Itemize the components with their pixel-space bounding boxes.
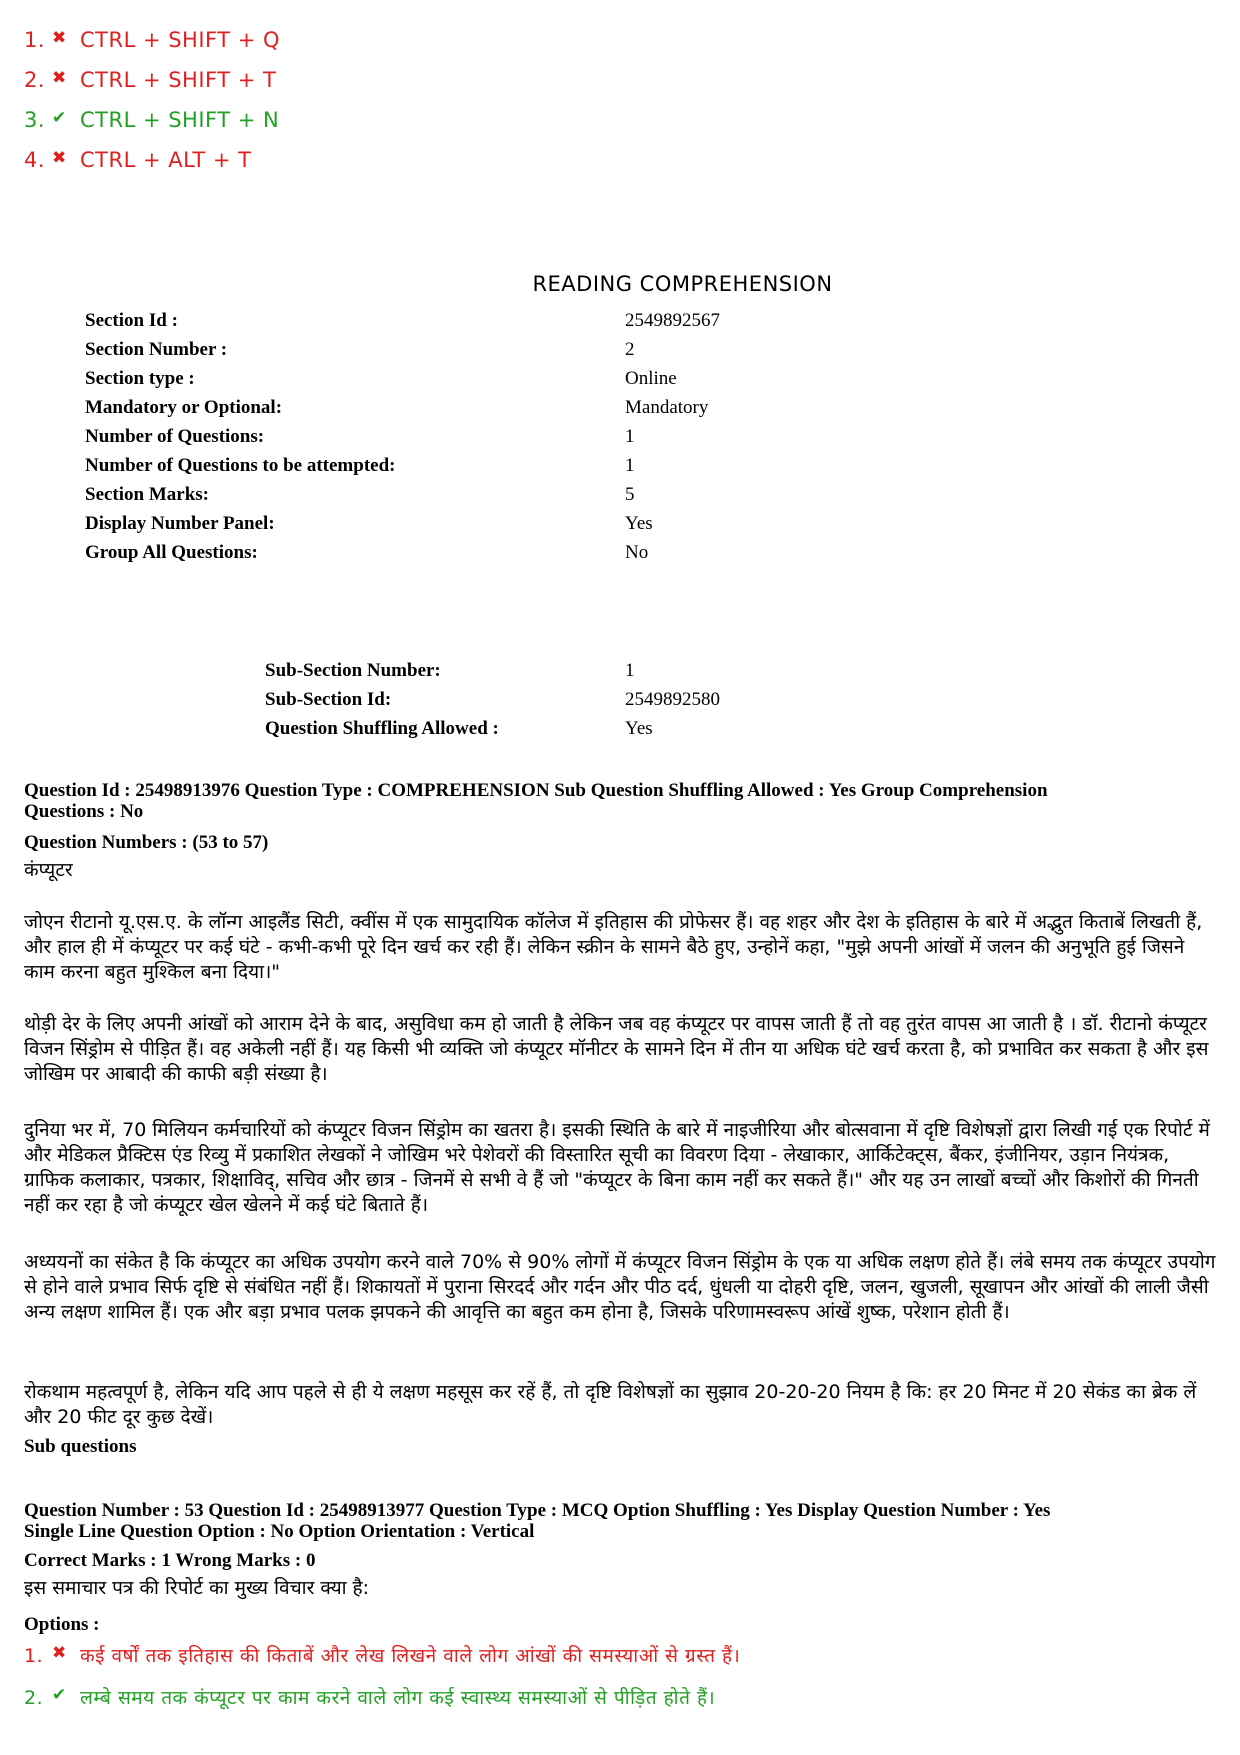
options-label: Options : bbox=[24, 1614, 100, 1635]
group-all-value: No bbox=[625, 542, 649, 563]
prev-option-3: 3. ✔ CTRL + SHIFT + N bbox=[24, 108, 280, 132]
prev-option-1: 1. ✖ CTRL + SHIFT + Q bbox=[24, 28, 281, 52]
option-2: 2. ✔ लम्बे समय तक कंप्यूटर पर काम करने वाले लोग कई स्वास्थ्य समस्याओं से पीड़ित होते हैं। bbox=[24, 1685, 716, 1709]
sub-question-text: इस समाचार पत्र की रिपोर्ट का मुख्य विचार क्या है: bbox=[24, 1577, 370, 1599]
num-questions-value: 1 bbox=[625, 426, 635, 447]
sub-question-header: Question Number : 53 Question Id : 25498913977 Question Type : MCQ Option Shuffling : Yes Display Question Number : Yes Single Line Question Option : No Option Orientation : Vertical bbox=[24, 1500, 1051, 1542]
subsection-number-value: 1 bbox=[625, 660, 635, 681]
section-title: READING COMPREHENSION bbox=[532, 272, 833, 296]
subsection-number-label: Sub-Section Number: bbox=[265, 660, 441, 681]
option-1: 1. ✖ कई वर्षों तक इतिहास की किताबें और लेख लिखने वाले लोग आंखों की समस्याओं से ग्रस्त हैं। bbox=[24, 1643, 741, 1667]
display-panel-label: Display Number Panel: bbox=[85, 513, 275, 534]
shuffling-label: Question Shuffling Allowed : bbox=[265, 718, 499, 739]
check-icon: ✔ bbox=[52, 108, 67, 128]
passage-paragraph-2: थोड़ी देर के लिए अपनी आंखों को आराम देने के बाद, असुविधा कम हो जाती है लेकिन जब वह कंप्यूटर पर वापस जाती हैं तो वह तुरंत वापस आ जाती है । डॉ. रीटानो कंप्यूटर विजन सिंड्रोम से पीड़ित हैं। वह अकेली नहीं हैं। यह किसी भी व्यक्ति जो कंप्यूटर मॉनीटर के सामने दिन में तीन या अधिक घंटे खर्च करता है, को प्रभावित कर सकता है और इस जोखिम पर आबादी की काफी बड़ी संख्या है। bbox=[24, 1013, 1209, 1085]
subsection-id-label: Sub-Section Id: bbox=[265, 689, 392, 710]
mandatory-label: Mandatory or Optional: bbox=[85, 397, 283, 418]
subsection-id-value: 2549892580 bbox=[625, 689, 720, 710]
prev-option-4: 4. ✖ CTRL + ALT + T bbox=[24, 148, 252, 172]
passage-paragraph-3: दुनिया भर में, 70 मिलियन कर्मचारियों को कंप्यूटर विजन सिंड्रोम का खतरा है। इसकी स्थिति के बारे में नाइजीरिया और बोत्सवाना में दृष्टि विशेषज्ञों द्वारा लिखी गई एक रिपोर्ट में और मेडिकल प्रैक्टिस एंड रिव्यु में प्रकाशित लेखकों ने जोखिम भरे पेशेवरों की विस्तारित सूची का विवरण दिया - लेखाकार, आर्किटेक्ट्स, बैंकर, इंजीनियर, उड़ान नियंत्रक, ग्राफिक कलाकार, पत्रकार, शिक्षाविद्, सचिव और छात्र - जिनमें से सभी वे हैं जो "कंप्यूटर के बिना काम नहीं कर सकते हैं।" और यह उन लाखों बच्चों और किशोरों की गिनती नहीं कर रहा है जो कंप्यूटर खेल खेलने में कई घंटे बिताते हैं। bbox=[24, 1119, 1210, 1216]
check-icon: ✔ bbox=[52, 1685, 67, 1705]
num-attempt-value: 1 bbox=[625, 455, 635, 476]
marks-line: Correct Marks : 1 Wrong Marks : 0 bbox=[24, 1550, 316, 1571]
passage-paragraph-5: रोकथाम महत्वपूर्ण है, लेकिन यदि आप पहले से ही ये लक्षण महसूस कर रहें हैं, तो दृष्टि विशेषज्ञों का सुझाव 20-20-20 नियम है कि: हर 20 मिनट में 20 सेकंड का ब्रेक लें और 20 फीट दूर कुछ देखें। bbox=[24, 1381, 1197, 1428]
section-marks-value: 5 bbox=[625, 484, 635, 505]
group-all-label: Group All Questions: bbox=[85, 542, 258, 563]
prev-option-2: 2. ✖ CTRL + SHIFT + T bbox=[24, 68, 277, 92]
section-number-label: Section Number : bbox=[85, 339, 228, 360]
question-numbers: Question Numbers : (53 to 57) bbox=[24, 832, 269, 853]
passage-paragraph-1: जोएन रीटानो यू.एस.ए. के लॉन्ग आइलैंड सिटी, क्वींस में एक सामुदायिक कॉलेज में इतिहास की प्रोफेसर हैं। वह शहर और देश के इतिहास के बारे में अद्भुत किताबें लिखती हैं, और हाल ही में कंप्यूटर पर कई घंटे - कभी-कभी पूरे दिन खर्च कर रही हैं। लेकिन स्क्रीन के सामने बैठे हुए, उन्होनें कहा, "मुझे अपनी आंखों में जलन की अनुभूति हुई जिसने काम करना बहुत मुश्किल बना दिया।" bbox=[24, 911, 1203, 983]
section-id-value: 2549892567 bbox=[625, 310, 720, 331]
cross-icon: ✖ bbox=[52, 68, 67, 88]
num-attempt-label: Number of Questions to be attempted: bbox=[85, 455, 396, 476]
section-id-label: Section Id : bbox=[85, 310, 178, 331]
cross-icon: ✖ bbox=[52, 148, 67, 168]
question-header: Question Id : 25498913976 Question Type : COMPREHENSION Sub Question Shuffling Allowed : Yes Group Comprehension Questions : No bbox=[24, 780, 1048, 822]
passage-paragraph-4: अध्ययनों का संकेत है कि कंप्यूटर का अधिक उपयोग करने वाले 70% से 90% लोगों में कंप्यूटर विजन सिंड्रोम के एक या अधिक लक्षण होते हैं। लंबे समय तक कंप्यूटर उपयोग से होने वाले प्रभाव सिर्फ दृष्टि से संबंधित नहीं हैं। शिकायतों में पुराना सिरदर्द और गर्दन और पीठ दर्द, धुंधली या दोहरी दृष्टि, जलन, खुजली, सूखापन और आंखों की लाली जैसी अन्य लक्षण शामिल हैं। एक और बड़ा प्रभाव पलक झपकने की आवृत्ति का बहुत कम होना है, जिसके परिणामस्वरूप आंखें शुष्क, परेशान होती हैं। bbox=[24, 1251, 1216, 1323]
sub-questions-label: Sub questions bbox=[24, 1436, 137, 1457]
num-questions-label: Number of Questions: bbox=[85, 426, 265, 447]
section-marks-label: Section Marks: bbox=[85, 484, 210, 505]
display-panel-value: Yes bbox=[625, 513, 653, 534]
cross-icon: ✖ bbox=[52, 1643, 67, 1663]
section-type-value: Online bbox=[625, 368, 677, 389]
cross-icon: ✖ bbox=[52, 28, 67, 48]
mandatory-value: Mandatory bbox=[625, 397, 709, 418]
section-number-value: 2 bbox=[625, 339, 635, 360]
passage-title: कंप्यूटर bbox=[24, 859, 73, 881]
section-type-label: Section type : bbox=[85, 368, 195, 389]
shuffling-value: Yes bbox=[625, 718, 653, 739]
